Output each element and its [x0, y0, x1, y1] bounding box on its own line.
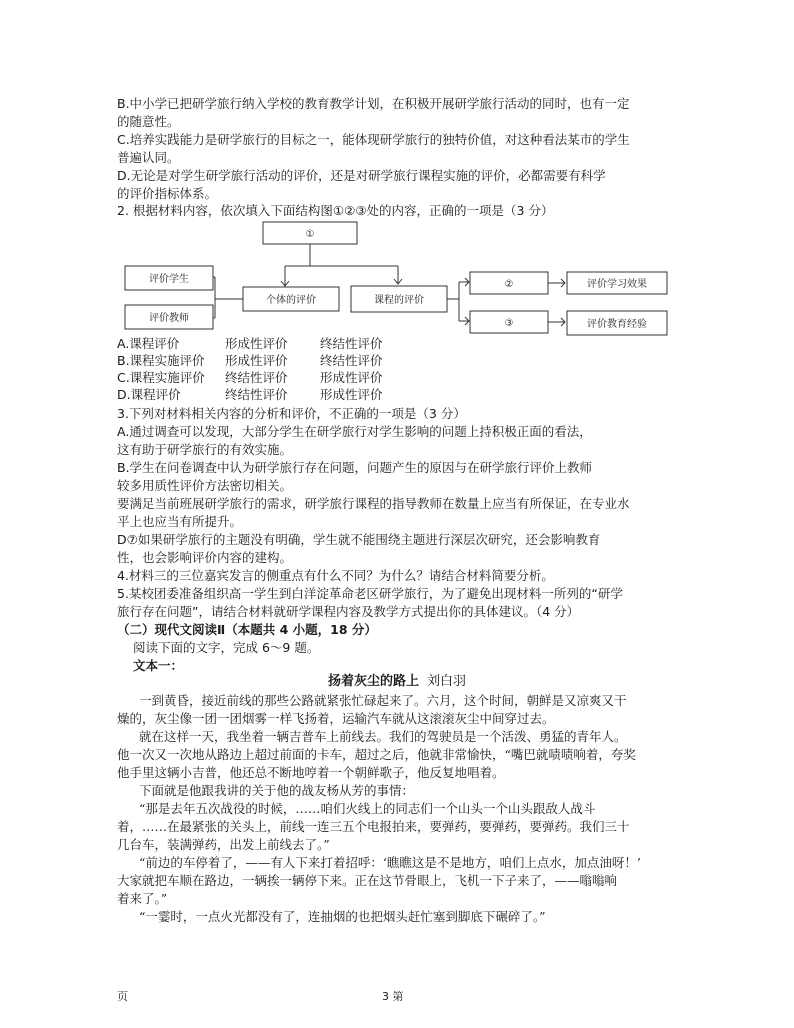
- q2-option-c: [117, 370, 687, 386]
- q1-option-d-line2: 的评价指标体系。: [117, 186, 218, 201]
- diagram-individual-label: 个体的评价: [266, 295, 316, 306]
- q2-option-a: [117, 336, 687, 352]
- story-author: 刘白羽: [427, 674, 467, 689]
- q1-option-b-line1: B.中小学已把研学旅行纳入学校的教育教学计划，在积极开展研学旅行活动的同时，也有一定: [117, 96, 630, 111]
- diagram-node-2-label: ②: [504, 279, 514, 290]
- diagram-course-label: 课程的评价: [374, 295, 424, 306]
- section2-instruction: 阅读下面的文字，完成 6～9 题。: [133, 640, 320, 655]
- q2-option-d-col2: 终结性评价: [225, 387, 288, 402]
- footer-page-number: 3 第: [382, 990, 404, 1003]
- structure-diagram: [117, 218, 677, 340]
- story-p5-line2: 大家就把车顺在路边，一辆挨一辆停下来。正在这节骨眼上，飞机一下子来了，——嗡嗡响: [117, 873, 618, 888]
- q2-option-b-col2: 形成性评价: [225, 353, 288, 368]
- story-title-line: [0, 674, 794, 690]
- diagram-node-3-label: ③: [504, 318, 514, 329]
- q1-option-b-line2: 的随意性。: [117, 114, 180, 129]
- q3-option-b-line2: 较多用质性评价方法密切相关。: [117, 478, 293, 493]
- q3-option-d-line2: 性，也会影响评价内容的建构。: [117, 550, 293, 565]
- diagram-node-1-label: ①: [305, 229, 315, 240]
- q2-option-b-col3: 终结性评价: [320, 353, 383, 368]
- q1-option-c-line1: C.培养实践能力是研学旅行的目标之一，能体现研学旅行的独特价值，对这种看法某市的学生: [117, 132, 630, 147]
- q2-option-b: [117, 353, 687, 369]
- q3-option-a-line1: A.通过调查可以发现，大部分学生在研学旅行对学生影响的问题上持积极正面的看法，: [117, 424, 592, 439]
- section2-heading: （二）现代文阅读Ⅱ（本题共 4 小题，18 分）: [117, 622, 377, 637]
- q2-option-b-col1: B.课程实施评价: [117, 353, 205, 368]
- q2-option-d-col3: 形成性评价: [320, 387, 383, 402]
- diagram-teach-exp-label: 评价教育经验: [587, 319, 647, 330]
- q3-option-c-line2: 平上也应当有所提升。: [117, 514, 243, 529]
- story-p4-line3: 几台车，装满弹药，出发上前线去了。”: [117, 837, 330, 852]
- story-p4-line1: “那是去年五次战役的时候，……咱们火线上的同志们一个山头一个山头跟敌人战斗: [139, 801, 596, 816]
- story-p5-line1: “前边的车停着了，——有人下来打着招呼：‘瞧瞧这是不是地方，咱们上点水，加点油呀！’: [139, 855, 641, 870]
- q3-option-a-line2: 这有助于研学旅行的有效实施。: [117, 442, 293, 457]
- story-p1-line1: 一到黄昏，接近前线的那些公路就紧张忙碌起来了。六月，这个时间，朝鲜是又凉爽又干: [139, 693, 627, 708]
- diagram-eval-student-label: 评价学生: [149, 274, 189, 285]
- story-title: 扬着灰尘的路上: [327, 674, 419, 689]
- story-p5-line3: 着来了。”: [117, 891, 168, 906]
- footer-left: 页: [117, 990, 128, 1003]
- q3-option-d-line1: D⑦如果研学旅行的主题没有明确，学生就不能围绕主题进行深层次研究，还会影响教育: [117, 532, 601, 547]
- story-p6: “一霎时，一点火光都没有了，连抽烟的也把烟头赶忙塞到脚底下碾碎了。”: [139, 909, 546, 924]
- q3-stem: 3.下列对材料相关内容的分析和评价，不正确的一项是（3 分）: [117, 406, 466, 421]
- q5-line2: 旅行存在问题”，请结合材料就研学课程内容及教学方式提出你的具体建议。（4 分）: [117, 604, 580, 619]
- q2-option-c-col1: C.课程实施评价: [117, 370, 205, 385]
- q3-option-b-line1: B.学生在问卷调查中认为研学旅行存在问题，问题产生的原因与在研学旅行评价上教师: [117, 460, 593, 475]
- q2-option-d: [117, 387, 687, 403]
- q2-option-a-col3: 终结性评价: [320, 336, 383, 351]
- story-p2-line2: 他一次又一次地从路边上超过前面的卡车，超过之后，他就非常愉快，“嘴巴就啧啧响着，夸奖: [117, 747, 636, 762]
- q1-option-d-line1: D.无论是对学生研学旅行活动的评价，还是对研学旅行课程实施的评价，必都需要有科学: [117, 168, 606, 183]
- diagram-eval-teacher-label: 评价教师: [149, 313, 189, 324]
- q2-option-c-col2: 终结性评价: [225, 370, 288, 385]
- story-p2-line1: 就在这样一天，我坐着一辆吉普车上前线去。我们的驾驶员是一个活泼、勇猛的青年人。: [139, 729, 627, 744]
- story-p3: 下面就是他跟我讲的关于他的战友杨从芳的事情：: [139, 783, 415, 798]
- q2-option-c-col3: 形成性评价: [320, 370, 383, 385]
- q2-option-a-col2: 形成性评价: [225, 336, 288, 351]
- story-p1-line2: 燥的，灰尘像一团一团烟雾一样飞扬着，运输汽车就从这滚滚灰尘中间穿过去。: [117, 711, 555, 726]
- q2-stem: 2. 根据材料内容，依次填入下面结构图①②③处的内容，正确的一项是（3 分）: [117, 203, 554, 218]
- q2-option-d-col1: D.课程评价: [117, 387, 181, 402]
- section2-text-label: 文本一：: [133, 658, 184, 673]
- q5-line1: 5.某校团委准备组织高一学生到白洋淀革命老区研学旅行，为了避免出现材料一所列的“研学: [117, 586, 623, 601]
- q1-option-c-line2: 普遍认同。: [117, 150, 180, 165]
- story-p2-line3: 他手里这辆小吉普，他还总不断地哼着一个朝鲜歌子，他反复地唱着。: [117, 765, 505, 780]
- diagram-learn-effect-label: 评价学习效果: [587, 279, 647, 290]
- story-p4-line2: 着，……在最紧张的关头上，前线一连三五个电报拍来，要弹药，要弹药，要弹药。我们三十: [117, 819, 630, 834]
- q2-option-a-col1: A.课程评价: [117, 336, 180, 351]
- q4-stem: 4.材料三的三位嘉宾发言的侧重点有什么不同？为什么？请结合材料简要分析。: [117, 568, 554, 583]
- q3-option-c-line1: 要满足当前班展研学旅行的需求，研学旅行课程的指导教师在数量上应当有所保证，在专业水: [117, 496, 630, 511]
